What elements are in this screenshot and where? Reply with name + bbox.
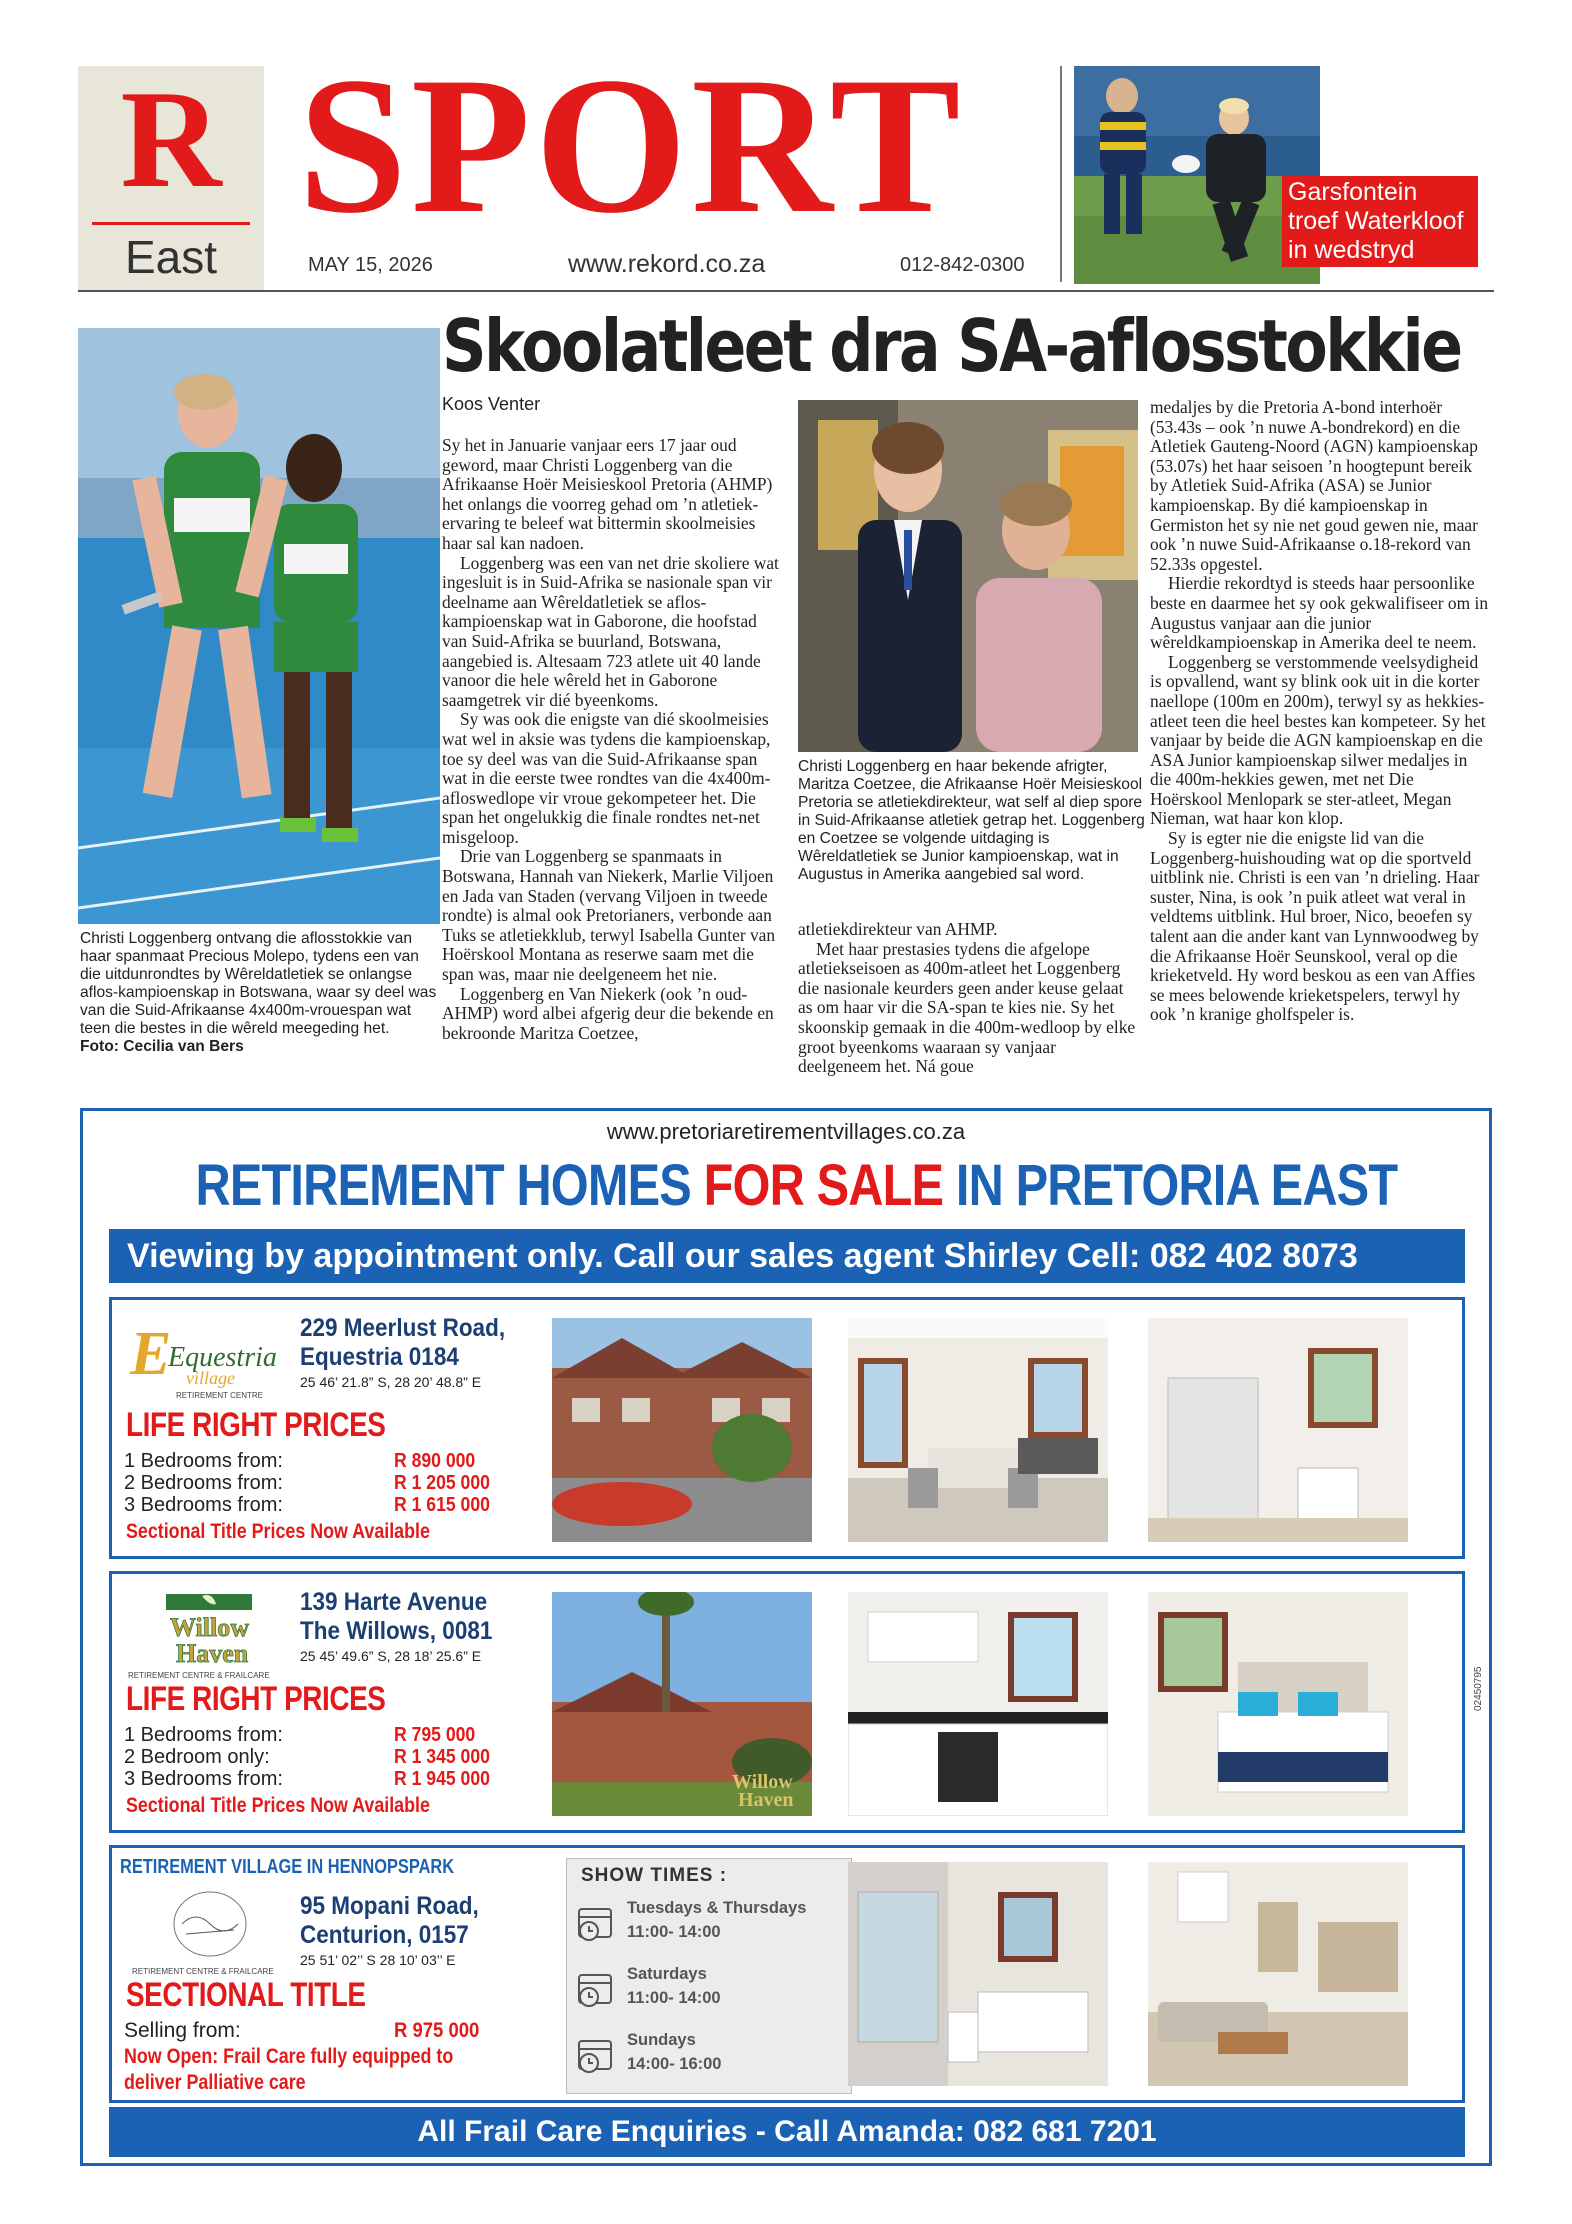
advert-website[interactable]: www.pretoriaretirementvillages.co.za <box>606 1119 966 1144</box>
website-link[interactable]: www.rekord.co.za <box>568 250 766 278</box>
rekord-logo <box>78 62 264 292</box>
svg-text:E: E <box>130 1320 172 1388</box>
logo-tag: RETIREMENT CENTRE & FRAILCARE <box>128 1671 270 1680</box>
equestria-address <box>300 1314 505 1372</box>
willow-haven-panel <box>109 1571 1465 1833</box>
price-row <box>124 1746 504 1768</box>
price-label: Selling from: <box>124 2019 241 2042</box>
issue-date: MAY 15, 2026 <box>308 254 433 276</box>
logo-wordmark: Equestria <box>168 1342 277 1373</box>
price-table <box>124 1450 504 1516</box>
paragraph: Loggenberg en Van Niekerk (ook ’n oud-AHMP) word albei afgerig deur die bekende en bekroonde Maritza Coetzee, <box>442 983 774 1043</box>
paragraph: Loggenberg se verstommende veelsydigheid is opvallend, want sy blink ook uit in die korter naellope (100m en 200m), terwyl sy as hekkies-atleet teen die heel bestes kan kompeteer. Sy het vanjaar by beide die AGN kampioenskap en die ASA Junior kampioenskap silwer medaljes in die 400m-hekkies gewen, met net Die Hoërskool Menlopark se ster-atleet, Megan Nieman, wat haar kon klop. <box>1150 651 1486 829</box>
show-time: 11:00- 14:00 <box>627 1923 721 1941</box>
willow-haven-address <box>300 1588 492 1646</box>
price-label: 1 Bedrooms from: <box>124 1724 283 1746</box>
price-table <box>124 1724 504 1790</box>
athlete-coach-caption: Christi Loggenberg en haar bekende afrigter, Maritza Coetzee, die Afrikaanse Hoër Meisieskool Pretoria se atletiekdirekteur, wat self al diep spore in Suid-Afrikaanse atletiek getrap het. Loggenberg en Coetzee se volgende uitdaging is Wêreldatletiek se Junior kampioenskap, wat in Augustus in Amerika aangebied sal word. <box>798 758 1145 883</box>
paragraph: Hierdie rekordtyd is steeds haar persoonlike beste en daarmee het sy ook gekwalifiseer om in Augustus vanjaar aan die junior wêreldkampioenskap in Amerika deel te neem. <box>1150 573 1489 653</box>
headline-part: IN PRETORIA EAST <box>943 1153 1398 1218</box>
paragraph: Sy is egter nie die enigste lid van die Loggenberg-huishouding wat op die sportveld uitblink nie. Christi is een van ’n drieling. Haar suster, Nina, is ook ’n puik atleet wat veral in veldtems uitblink. Hul broer, Nico, beoefen sy talent aan die ander kant van Lynnwoodweg by die Afrikaanse Hoër Seunskool, veral op die krieketveld. Hy word beskou as een van Affies se mees belowende krieketspelers, terwyl hy ook ’n kranige gholfspeler is. <box>1150 828 1480 1025</box>
hennopspark-living-room-photo <box>1148 1862 1408 2086</box>
address-line: Centurion, 0157 <box>300 1921 469 1949</box>
show-times-title: SHOW TIMES : <box>581 1865 728 1886</box>
paragraph: medaljes by die Pretoria A-bond interhoër (53.43s – ook ’n nuwe A-bondrekord) en die Atletiek Gauteng-Noord (AGN) kampioenskap (53.07s) het haar seisoen ’n hoogtepunt bereik by Atletiek Suid-Afrika (ASA) se Junior kampioenskap. By dié kampioenskap in Germiston het sy nie net goud gewen nie, maar ook ’n nuwe Suid-Afrikaanse o.18-rekord van 52.33s opgestel. <box>1150 398 1478 574</box>
hennopspark-bathroom-photo <box>848 1862 1108 2086</box>
paragraph: atletiekdirekteur van AHMP. <box>798 920 998 939</box>
athlete-coach-photo <box>798 400 1138 752</box>
masthead-rule <box>78 290 1494 292</box>
gps-coordinates: 25 45’ 49.6” S, 28 18’ 25.6” E <box>300 1648 482 1664</box>
price-label: 2 Bedrooms from: <box>124 1472 283 1494</box>
price-row <box>124 1494 504 1516</box>
viewing-banner: Viewing by appointment only. Call our sales agent Shirley Cell: 082 402 8073 <box>109 1229 1465 1283</box>
address-line: 139 Harte Avenue <box>300 1588 488 1616</box>
hennopspark-logo <box>126 1884 294 1980</box>
calendar-clock-icon <box>577 1903 617 1943</box>
equestria-bathroom-photo <box>1148 1318 1408 1542</box>
calendar-clock-icon <box>577 1969 617 2009</box>
logo-tag: RETIREMENT CENTRE & FRAILCARE <box>132 1967 274 1976</box>
photo-credit: Foto: Cecilia van Bers <box>80 1038 244 1055</box>
price-value: R 975 000 <box>394 2019 480 2042</box>
address-line: The Willows, 0081 <box>300 1617 493 1645</box>
relay-athletes-photo <box>78 328 440 924</box>
price-row <box>124 2020 504 2042</box>
price-row <box>124 1450 504 1472</box>
lead-photo-caption <box>80 930 444 1056</box>
logo-tag: RETIREMENT CENTRE <box>176 1391 263 1400</box>
calendar-clock-icon <box>577 2035 617 2075</box>
price-label: 3 Bedrooms from: <box>124 1494 283 1516</box>
price-value: R 1 945 000 <box>394 1768 490 1790</box>
willow-haven-entrance-photo <box>552 1592 812 1816</box>
advert-headline <box>195 1151 1398 1221</box>
logo-divider <box>92 222 250 225</box>
equestria-logo <box>126 1316 294 1412</box>
frail-care-enquiries-banner: All Frail Care Enquiries - Call Amanda: 082 681 7201 <box>109 2107 1465 2157</box>
show-time: 11:00- 14:00 <box>627 1989 721 2007</box>
article-column-2 <box>798 920 1138 1086</box>
show-time-item <box>577 2031 847 2091</box>
logo-sub: village <box>186 1368 235 1388</box>
equestria-living-room-photo <box>848 1318 1108 1542</box>
article-column-3 <box>1150 398 1490 1086</box>
willow-haven-logo <box>126 1590 294 1686</box>
price-heading: LIFE RIGHT PRICES <box>126 1406 386 1444</box>
gps-coordinates: 25 51’ 02’’ S 28 10’ 03’’ E <box>300 1952 456 1968</box>
paragraph: Met haar prestasies tydens die afgelope atletiekseisoen as 400m-atleet het Loggenberg die nasionale keurders geen ander keuse gelaat as om haar vir die SA-span te kies nie. Sy het skoonskip gemaak in die 400m-wedloop by elke groot byeenkoms waaraan sy vanjaar deelgeneem het. Ná goue <box>798 938 1136 1077</box>
sign-text: Haven <box>738 1789 794 1811</box>
retirement-homes-advert <box>80 1108 1492 2166</box>
logo-letter: R <box>120 62 222 217</box>
price-row <box>124 1768 504 1790</box>
price-value: R 890 000 <box>394 1450 476 1472</box>
price-heading: LIFE RIGHT PRICES <box>126 1680 386 1718</box>
teaser-headline[interactable]: Garsfontein troef Waterkloof in wedstryd <box>1282 176 1478 267</box>
byline: Koos Venter <box>442 394 541 414</box>
panel-title: RETIREMENT VILLAGE IN HENNOPSPARK <box>120 1856 455 1878</box>
price-label: 2 Bedroom only: <box>124 1746 270 1768</box>
paragraph: Sy was ook die enigste van dié skoolmeisies wat wel in aksie was tydens die kampioenskap, toe sy deel was van die Suid-Afrikaanse span wat in die eerste twee rondtes van die 4x400m-afloswedlope vir vroue gekompeteer het. Die span het ongelukkig die finale rondtes net-net misgeloop. <box>442 709 771 847</box>
advert-code: 02450795 <box>1473 1666 1484 1711</box>
sectional-title-note: Sectional Title Prices Now Available <box>126 1520 430 1543</box>
price-value: R 795 000 <box>394 1724 476 1746</box>
paragraph: Drie van Loggenberg se spanmaats in Botswana, Hannah van Niekerk, Marlie Viljoen en Jada van Staden (vervang Viljoen in tweede rondte) is almal ook Pretorianers, verbonde aan Tuks se atletiekklub, terwyl Isabella Gunter van Hoërskool Montana as reserwe saam met die span was, maar nie deelgeneem het nie. <box>442 846 776 985</box>
show-day: Tuesdays & Thursdays <box>627 1899 807 1917</box>
price-table <box>124 2020 504 2042</box>
headline-part: RETIREMENT HOMES <box>195 1153 704 1218</box>
headline-highlight: FOR SALE <box>703 1153 944 1218</box>
article-column-1 <box>442 436 782 1086</box>
price-value: R 1 615 000 <box>394 1494 490 1516</box>
paragraph: Loggenberg was een van net drie skoliere wat ingesluit is in Suid-Afrika se nasionale span vir deelname aan Wêreldatletiek se aflos-kampioenskap wat in Gaborone, die hoofstad van Suid-Afrika se buurland, Botswana, aangebied is. Altesaam 723 atlete uit 40 lande vanoor die hele wêreld het in Gaborone saamgetrek vir dié byeenkoms. <box>442 552 779 710</box>
address-line: 95 Mopani Road, <box>300 1892 479 1920</box>
paragraph: Sy het in Januarie vanjaar eers 17 jaar oud geword, maar Christi Loggenberg van die Afrikaanse Hoër Meisieskool Pretoria (AHMP) het onlangs die voorreg gehad om ’n atletiek-ervaring te beleef wat bittermin skoolmeisies haar sal kan nadoen. <box>442 436 773 553</box>
logo-wordmark: Haven <box>176 1639 249 1668</box>
masthead-divider <box>1060 66 1062 282</box>
show-times-box <box>566 1858 852 2094</box>
price-label: 1 Bedrooms from: <box>124 1450 283 1472</box>
willow-haven-kitchen-photo <box>848 1592 1108 1816</box>
show-time: 14:00- 16:00 <box>627 2055 722 2073</box>
logo-wordmark: Willow <box>170 1613 249 1642</box>
show-day: Saturdays <box>627 1965 707 1983</box>
price-row <box>124 1724 504 1746</box>
equestria-panel <box>109 1297 1465 1559</box>
lead-caption-text: Christi Loggenberg ontvang die aflosstokkie van haar spanmaat Precious Molepo, tydens een van die uitdunrondtes by Wêreldatletiek se onlangse aflos-kampioenskap in Botswana, waar sy deel was van die Suid-Afrikaanse 4x400m-vrouespan wat teen die bestes in die wêreld meegeding het. <box>80 930 437 1037</box>
hennopspark-panel <box>109 1845 1465 2103</box>
price-value: R 1 205 000 <box>394 1472 490 1494</box>
willow-haven-bedroom-photo <box>1148 1592 1408 1816</box>
hennopspark-address <box>300 1892 479 1950</box>
logo-edition: East <box>124 231 218 283</box>
show-day: Sundays <box>627 2031 696 2049</box>
price-row <box>124 1472 504 1494</box>
show-time-item <box>577 1965 847 2025</box>
sign-text: Willow <box>732 1771 793 1793</box>
address-line: Equestria 0184 <box>300 1343 459 1371</box>
equestria-exterior-photo <box>552 1318 812 1542</box>
sectional-title-note: Sectional Title Prices Now Available <box>126 1794 430 1817</box>
price-value: R 1 345 000 <box>394 1746 490 1768</box>
price-label: 3 Bedrooms from: <box>124 1768 283 1790</box>
price-heading: SECTIONAL TITLE <box>126 1976 366 2014</box>
address-line: 229 Meerlust Road, <box>300 1314 506 1342</box>
contact-phone: 012-842-0300 <box>900 254 1025 276</box>
article-headline: Skoolatleet dra SA-aflosstokkie <box>442 304 1461 388</box>
show-time-item <box>577 1899 847 1959</box>
frail-care-note: Now Open: Frail Care fully equipped to deliver Palliative care <box>124 2045 454 2094</box>
section-title: SPORT <box>298 37 965 254</box>
gps-coordinates: 25 46’ 21.8” S, 28 20’ 48.8” E <box>300 1374 482 1390</box>
